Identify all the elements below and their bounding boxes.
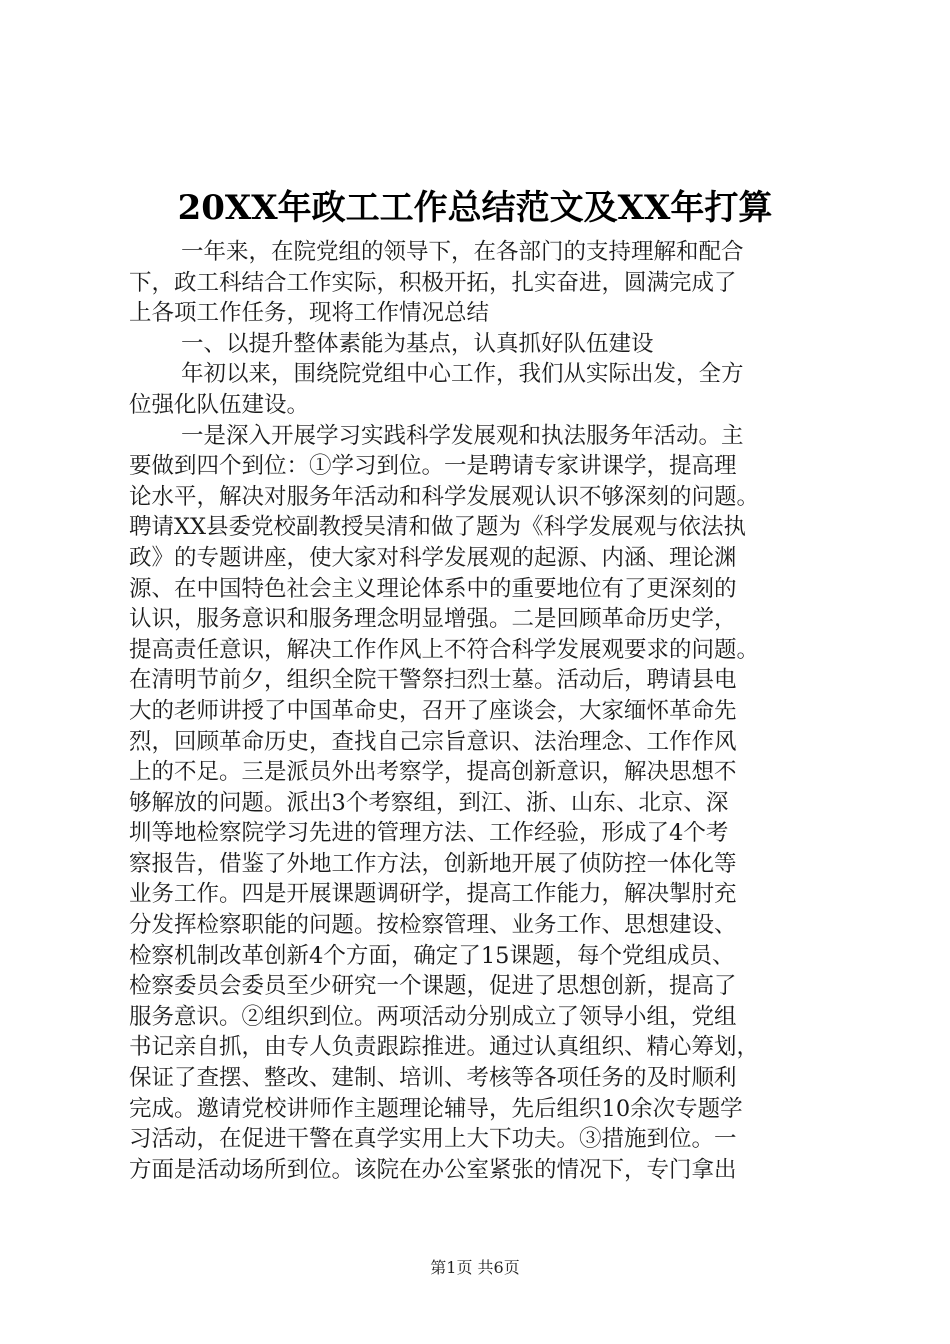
document-title: 20XX年政工工作总结范文及XX年打算: [177, 188, 773, 228]
paragraph-line: 分发挥检察职能的问题。按检察管理、业务工作、思想建设、: [129, 912, 737, 939]
paragraph-line: 位强化队伍建设。: [129, 391, 310, 418]
paragraph-line: 圳等地检察院学习先进的管理方法、工作经验，形成了4个考: [129, 820, 729, 847]
paragraph-line: 保证了查摆、整改、建制、培训、考核等各项任务的及时顺利: [129, 1065, 737, 1092]
paragraph-line: 提高责任意识，解决工作作风上不符合科学发展观要求的问题。: [129, 636, 760, 663]
paragraph-line: 下，政工科结合工作实际，积极开拓，扎实奋进，圆满完成了: [129, 269, 737, 296]
paragraph-line: 大的老师讲授了中国革命史，召开了座谈会，大家缅怀革命先: [129, 697, 737, 724]
paragraph-line: 业务工作。四是开展课题调研学，提高工作能力，解决掣肘充: [129, 881, 737, 908]
paragraph-line: 书记亲自抓，由专人负责跟踪推进。通过认真组织、精心筹划，: [129, 1034, 760, 1061]
paragraph-line: 聘请XX县委党校副教授吴清和做了题为《科学发展观与依法执: [129, 514, 747, 541]
paragraph-line: 在清明节前夕，组织全院干警祭扫烈士墓。活动后，聘请县电: [129, 667, 737, 694]
paragraph-line: 一年来，在院党组的领导下，在各部门的支持理解和配合: [181, 239, 744, 265]
paragraph-line: 要做到四个到位：①学习到位。一是聘请专家讲课学，提高理: [129, 453, 737, 480]
paragraph-line: 检察委员会委员至少研究一个课题，促进了思想创新，提高了: [129, 973, 737, 1000]
paragraph-line: 检察机制改革创新4个方面，确定了15课题，每个党组成员、: [129, 942, 735, 969]
paragraph-line: 完成。邀请党校讲师作主题理论辅导，先后组织10余次专题学: [129, 1095, 743, 1122]
paragraph-line: 够解放的问题。派出3个考察组，到江、浙、山东、北京、深: [129, 789, 729, 816]
paragraph-line: 源、在中国特色社会主义理论体系中的重要地位有了更深刻的: [129, 575, 737, 602]
paragraph-line: 年初以来，围绕院党组中心工作，我们从实际出发，全方: [181, 361, 744, 388]
section-heading: 一、以提升整体素能为基点，认真抓好队伍建设: [181, 330, 654, 357]
paragraph-line: 一是深入开展学习实践科学发展观和执法服务年活动。主: [181, 422, 744, 449]
paragraph-line: 习活动，在促进干警在真学实用上大下功夫。③措施到位。一: [129, 1126, 737, 1153]
paragraph-line: 论水平，解决对服务年活动和科学发展观认识不够深刻的问题。: [129, 483, 760, 510]
paragraph-line: 上的不足。三是派员外出考察学，提高创新意识，解决思想不: [129, 759, 737, 786]
paragraph-line: 烈，回顾革命历史，查找自己宗旨意识、法治理念、工作作风: [129, 728, 737, 755]
paragraph-line: 服务意识。②组织到位。两项活动分别成立了领导小组，党组: [129, 1003, 737, 1030]
paragraph-line: 察报告，借鉴了外地工作方法，创新地开展了侦防控一体化等: [129, 850, 737, 877]
paragraph-line: 认识，服务意识和服务理念明显增强。二是回顾革命历史学，: [129, 606, 737, 633]
paragraph-line: 方面是活动场所到位。该院在办公室紧张的情况下，专门拿出: [129, 1156, 737, 1183]
paragraph-line: 政》的专题讲座，使大家对科学发展观的起源、内涵、理论渊: [129, 544, 737, 571]
paragraph-line: 上各项工作任务，现将工作情况总结: [129, 300, 490, 327]
document-body: [129, 237, 829, 1185]
page-footer: 第1页 共6页: [430, 1258, 520, 1277]
